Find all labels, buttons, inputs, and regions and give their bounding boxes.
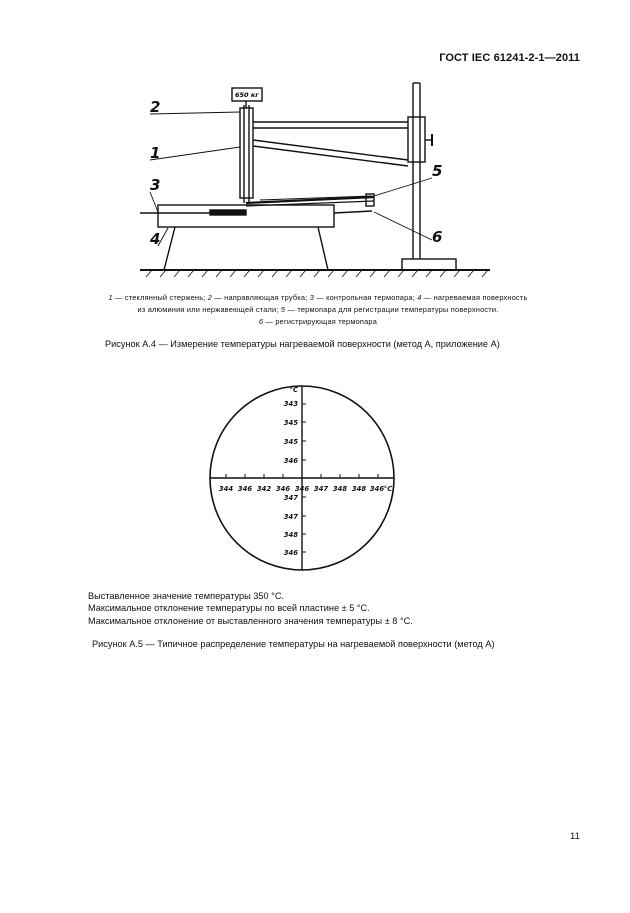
reading-h2: 346 xyxy=(237,485,253,493)
legend-text: — стеклянный стержень; xyxy=(112,293,208,302)
callout-5: 5 xyxy=(432,162,443,180)
reading-v8: 346 xyxy=(283,549,298,557)
reading-v5: 347 xyxy=(283,494,298,502)
temperature-notes xyxy=(88,590,413,627)
legend-number: 1 xyxy=(108,293,113,302)
unit-label-right: °C xyxy=(383,485,393,493)
legend-number: 6 xyxy=(258,317,264,326)
figure-a5-caption: Рисунок А.5 — Типичное распределение температуры на нагреваемой поверхности (метод А) xyxy=(92,639,495,649)
reading-h7: 348 xyxy=(332,485,348,493)
reading-h9: 346 xyxy=(369,485,385,493)
legend-number: 5 xyxy=(280,305,286,314)
reading-h1: 344 xyxy=(218,485,234,493)
callout-4: 4 xyxy=(150,230,161,248)
legend-number: 2 xyxy=(207,293,213,302)
legend-text: — регистрирующая термопара xyxy=(263,317,378,326)
figure-a4-caption: Рисунок А.4 — Измерение температуры нагреваемой поверхности (метод А, приложение А) xyxy=(105,339,500,349)
callout-2: 2 xyxy=(150,98,161,116)
callout-3: 3 xyxy=(150,176,161,194)
reading-v3: 345 xyxy=(283,438,298,446)
legend-text: — направляющая трубка; xyxy=(212,293,310,302)
reading-h4: 346 xyxy=(275,485,291,493)
reading-v1: 343 xyxy=(283,400,298,408)
note-line: Выставленное значение температуры 350 °С. xyxy=(88,591,285,601)
legend-text: — нагреваемая поверхность xyxy=(421,293,528,302)
callout-6: 6 xyxy=(432,228,443,246)
legend-number: 3 xyxy=(309,293,314,302)
legend-text: — термопара для регистрации температуры поверхности. xyxy=(285,305,499,314)
legend-text: из алюминия или нержавеющей стали; xyxy=(137,305,281,314)
reading-h6: 347 xyxy=(313,485,329,493)
legend-text: — контрольная термопара; xyxy=(314,293,418,302)
reading-v7: 348 xyxy=(283,531,298,539)
reading-h8: 348 xyxy=(351,485,367,493)
note-line: Максимальное отклонение от выставленного значения температуры ± 8 °С. xyxy=(88,615,413,626)
weight-meter-label: 650 кг xyxy=(235,91,259,99)
callout-1: 1 xyxy=(150,144,161,162)
unit-label-top: °C xyxy=(289,386,298,394)
reading-h3: 342 xyxy=(256,485,272,493)
reading-h5: 346 xyxy=(294,485,310,493)
page-number: 11 xyxy=(570,831,580,842)
reading-v4: 346 xyxy=(283,457,298,465)
note-line: Максимальное отклонение температуры по всей пластине ± 5 °С. xyxy=(88,603,370,614)
reading-v6: 347 xyxy=(283,513,298,521)
legend-number: 4 xyxy=(417,293,422,302)
reading-v2: 345 xyxy=(283,419,298,427)
document-header: ГОСТ IEC 61241-2-1—2011 xyxy=(439,52,580,64)
